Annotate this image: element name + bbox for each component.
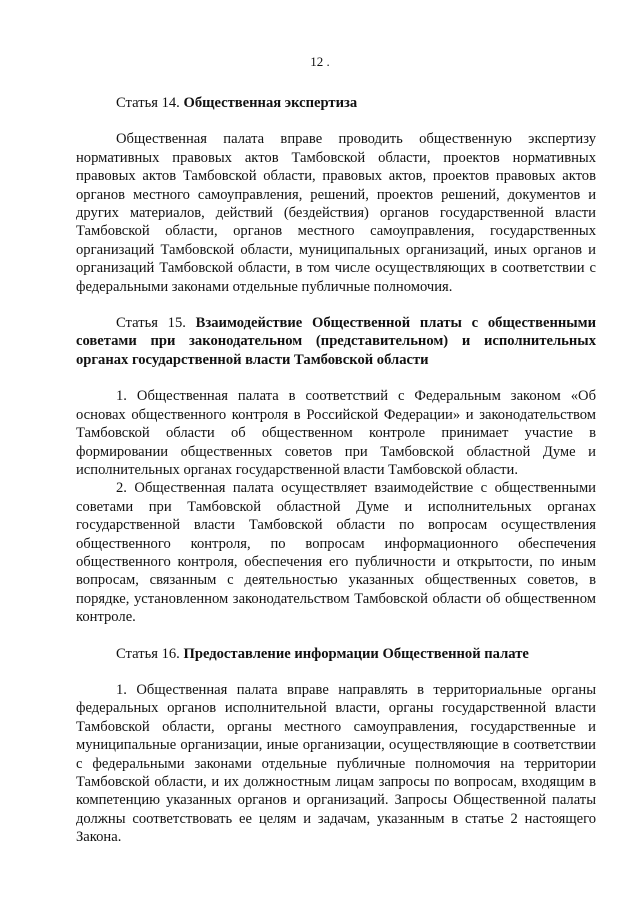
article-15-title: Взаимодействие Общественной платы с общественными советами при законодательном (представительном) и исполнительных органах государственной власти Тамбовской области — [76, 315, 597, 368]
article-14-paragraph-1: Общественная палата вправе проводить общественную экспертизу нормативных правовых актов Тамбовской области, проектов нормативных правовых актов Тамбовской области, правовых актов, проектов правовых актов органов местного самоуправления, решений, проектов решений, документов и других материалов, действий (бездействия) органов государственной власти Тамбовской области, органов местного самоуправления, государственных организаций Тамбовской области, муниципальных организаций, иных органов и организаций Тамбовской области, в том числе осуществляющих в соответствии с федеральными законами отдельные публичные полномочия. — [76, 131, 596, 295]
article-15-heading — [76, 314, 596, 369]
article-16-paragraph-1: 1. Общественная палата вправе направлять в территориальные органы федеральных органов исполнительной власти, органы государственной власти Тамбовской области, органы местного самоуправления, государственные и муниципальные организации, иные организации, осуществляющие в соответствии с федеральными законами отдельные публичные полномочия на территории Тамбовской области, и их должностным лицам запросы по вопросам, входящим в компетенцию указанных органов и организаций. Запросы Общественной палаты должны соответствовать ее целям и задачам, указанным в статье 2 настоящего Закона. — [76, 681, 596, 846]
article-15-paragraph-2: 2. Общественная палата осуществляет взаимодействие с общественными советами при Тамбовской областной Думе и исполнительных органах государственной власти Тамбовской области по вопросам осуществления общественного контроля, по вопросам информационного обеспечения общественного контроля, обеспечения его публичности и открытости, по иным вопросам, связанным с деятельностью указанных общественных советов, в порядке, установленном законодательством Тамбовской области об общественном контроле. — [76, 480, 596, 626]
article-16-prefix: Статья 16. — [116, 645, 180, 662]
article-14-heading — [76, 94, 596, 112]
article-16-heading — [76, 645, 596, 663]
article-16-title: Предоставление информации Общественной палате — [183, 645, 529, 662]
page-number: 12 . — [310, 54, 330, 69]
article-14-title: Общественная экспертиза — [183, 95, 358, 111]
article-14-prefix: Статья 14. — [116, 95, 180, 111]
article-15-prefix: Статья 15. — [116, 315, 186, 332]
article-15-paragraph-1: 1. Общественная палата в соответствий с Федеральным законом «Об основах общественного контроля в Российской Федерации» и законодательством Тамбовской области об общественном контроле принимает участие в формировании общественных советов при Тамбовской областной Думе и исполнительных органах государственной власти Тамбовской области. — [76, 388, 596, 478]
document-body — [76, 94, 596, 847]
